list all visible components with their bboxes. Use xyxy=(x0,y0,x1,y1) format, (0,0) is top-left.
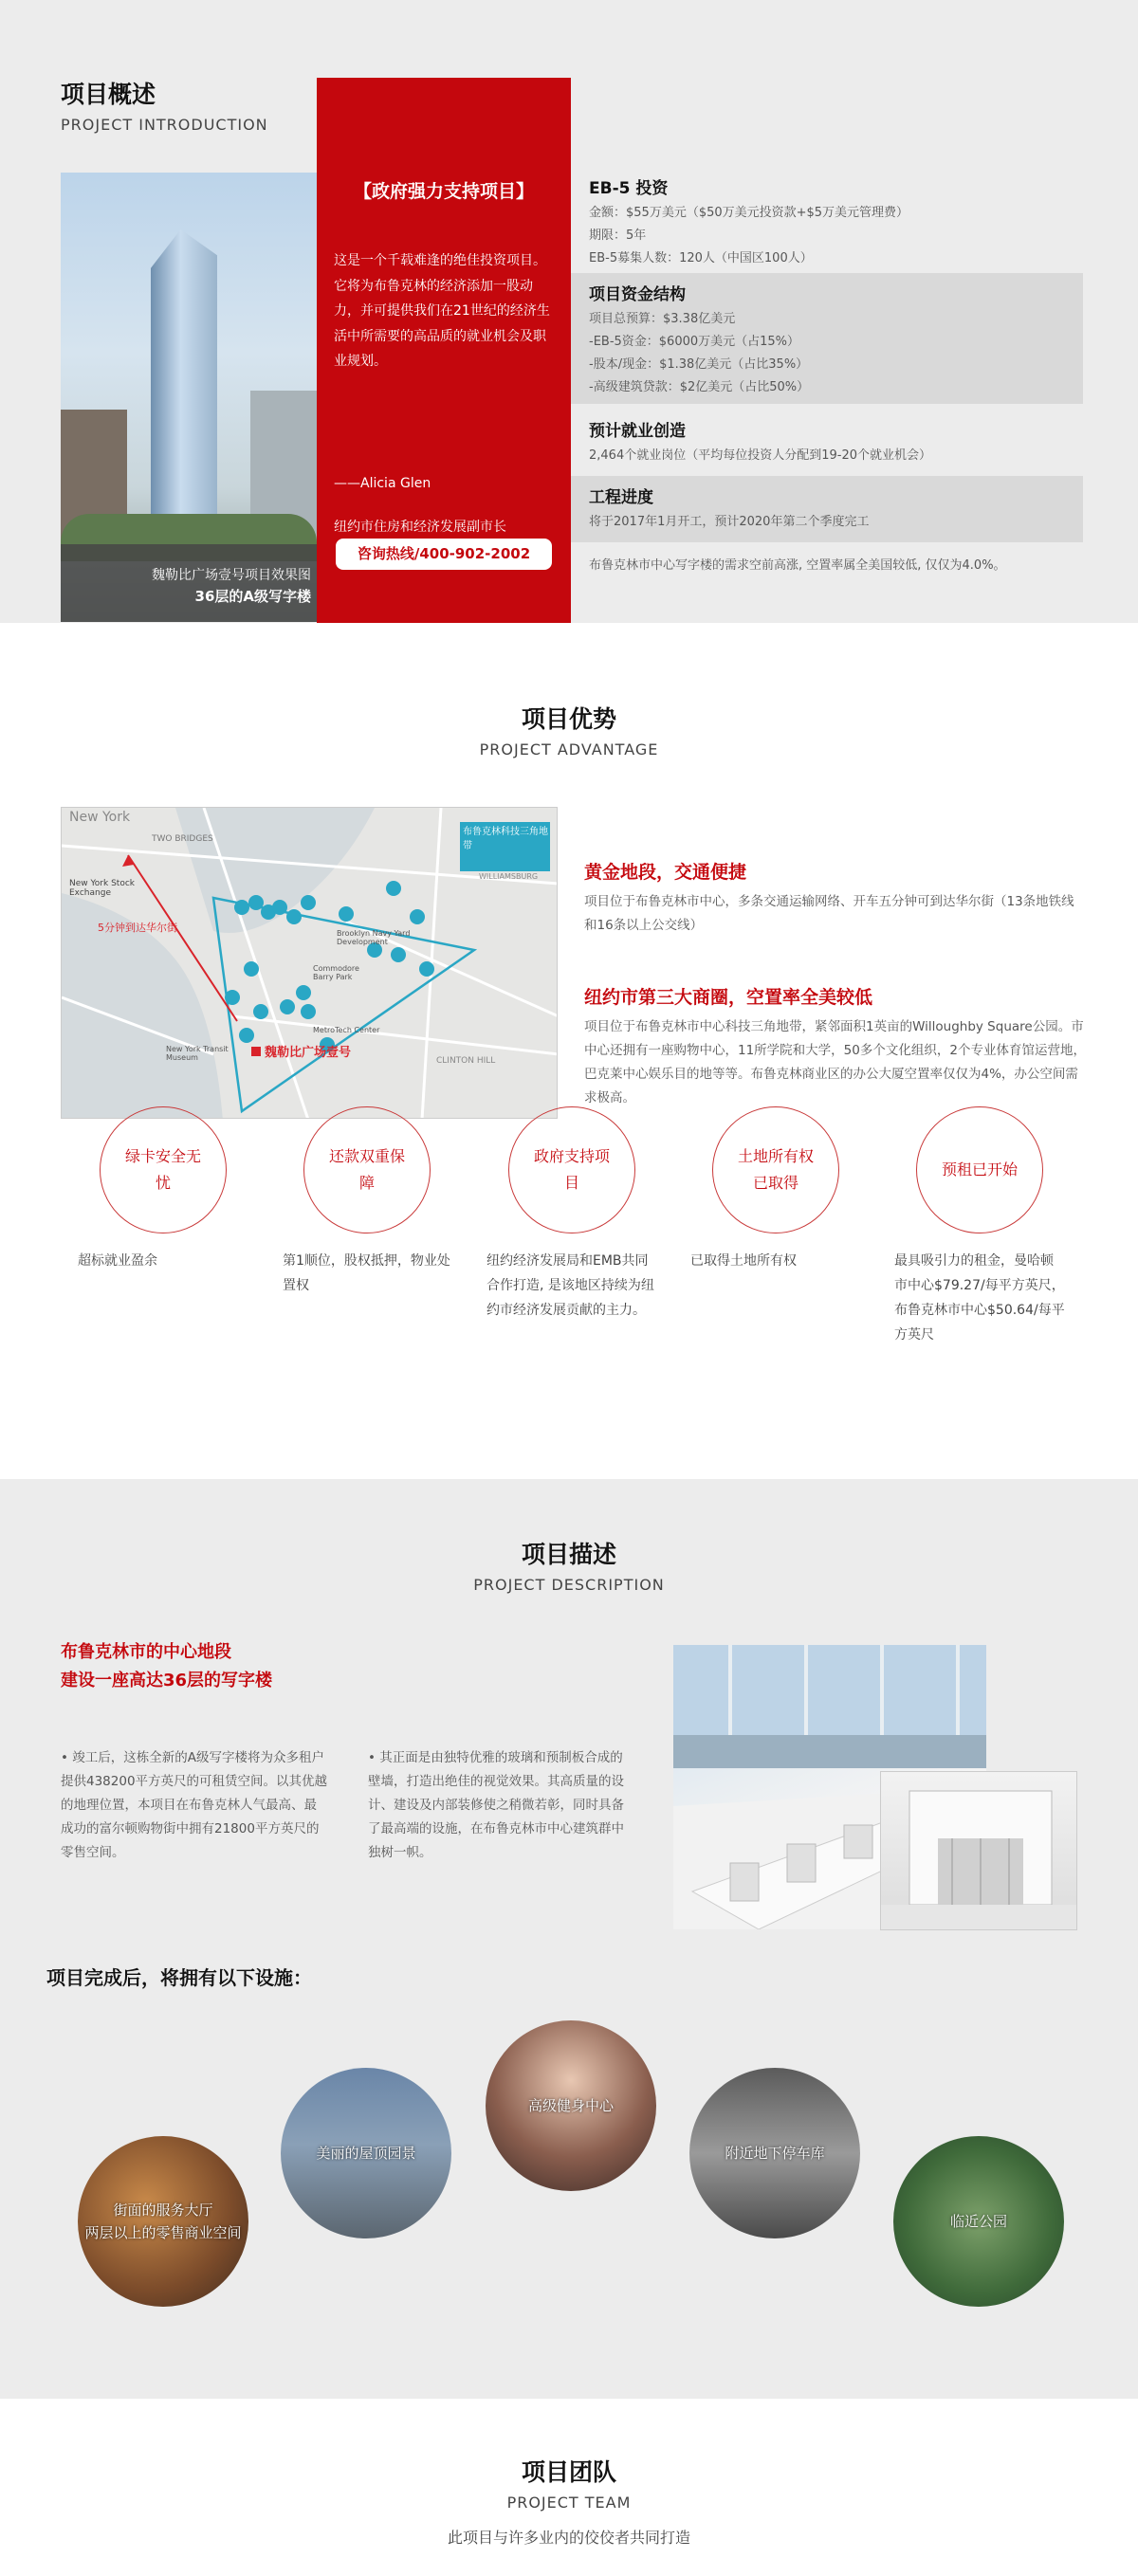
description-para-1: • 竣工后，这栋全新的A级写字楼将为众多租户提供438200平方英尺的可租赁空间。以其优越的地理位置，本项目在布鲁克林人气最高、最成功的富尔顿购物街中拥有21800平方英尺的零售空间。 xyxy=(61,1750,328,1860)
circle-desc-land: 已取得土地所有权 xyxy=(690,1253,797,1269)
facility-rooftop: 美丽的屋顶园景 xyxy=(281,2068,451,2238)
vacancy-note: 布鲁克林市中心写字楼的需求空前高涨, 空置率属全美国较低, 仅仅为4.0%。 xyxy=(589,558,1006,573)
quote-signature: ——Alicia Glen xyxy=(334,476,431,491)
map-graphic xyxy=(62,808,558,1119)
hotline-button[interactable]: 咨询热线/400-902-2002 xyxy=(336,539,552,570)
government-support-box xyxy=(317,78,571,623)
advantage-subtitle: PROJECT ADVANTAGE xyxy=(479,740,659,758)
circle-desc-repayment: 第1顺位，股权抵押，物业处置权 xyxy=(283,1253,450,1293)
advantage-title: 项目优势 xyxy=(521,705,616,733)
map-label-transit: New York Transit Museum xyxy=(166,1045,229,1062)
advantage-item-title-location: 黄金地段，交通便捷 xyxy=(584,862,747,883)
description-subtitle: PROJECT DESCRIPTION xyxy=(473,1576,665,1594)
facility-lobby: 街面的服务大厅 两层以上的零售商业空间 xyxy=(78,2136,248,2307)
map-label-williamsburg: WILLIAMSBURG xyxy=(479,872,539,881)
map-label-property: 魏勒比广场壹号 xyxy=(265,1046,352,1060)
circle-desc-preleasing: 最具吸引力的租金，曼哈顿市中心$79.27/每平方英尺，布鲁克林市中心$50.64/每平方英尺 xyxy=(894,1253,1065,1343)
location-map xyxy=(61,807,558,1119)
advantage-item-text-district: 项目位于布鲁克林市中心科技三角地带，紧邻面积1英亩的Willoughby Square公园。市中心还拥有一座购物中心，11所学院和大学，50多个文化组织，2个专业体育馆运营地，巴克莱中心娱乐目的地等等。布鲁克林商业区的办公大厦空置率仅仅为4%，办公空间需求极高。 xyxy=(584,1019,1086,1105)
team-section xyxy=(0,2399,1138,2576)
description-title: 项目描述 xyxy=(521,1541,616,1568)
circle-government: 政府支持项目 xyxy=(508,1106,635,1233)
overview-section xyxy=(0,0,1138,623)
overview-subtitle: PROJECT INTRODUCTION xyxy=(61,116,268,134)
circle-desc-greencard: 超标就业盈余 xyxy=(78,1253,157,1269)
circle-land: 土地所有权已取得 xyxy=(712,1106,839,1233)
facility-gym: 高级健身中心 xyxy=(486,2020,656,2191)
info-block-jobs: 预计就业创造 2,464个就业岗位（平均每位投资人分配到19-20个就业机会） xyxy=(589,422,931,463)
team-subtitle: PROJECT TEAM xyxy=(506,2494,632,2512)
info-block-capital: 项目资金结构 项目总预算：$3.38亿美元 -EB-5资金：$6000万美元（占15%） -股本/现金：$1.38亿美元（占比35%） -高级建筑贷款：$2亿美元（占比50%） xyxy=(571,273,1083,404)
circle-greencard: 绿卡安全无忧 xyxy=(100,1106,227,1233)
circle-preleasing: 预租已开始 xyxy=(916,1106,1043,1233)
team-title: 项目团队 xyxy=(521,2458,616,2486)
description-headline: 布鲁克林市的中心地段 建设一座高达36层的写字楼 xyxy=(61,1642,273,1690)
facility-park: 临近公园 xyxy=(893,2136,1064,2307)
map-label-two-bridges: TWO BRIDGES xyxy=(152,834,213,844)
facilities-title: 项目完成后，将拥有以下设施： xyxy=(46,1966,312,1989)
facility-parking: 附近地下停车库 xyxy=(689,2068,860,2238)
red-box-title: 【政府强力支持项目】 xyxy=(353,181,534,202)
map-label-newyork: New York xyxy=(69,810,131,825)
photo-caption: 魏勒比广场壹号项目效果图 36层的A级写字楼 xyxy=(61,544,317,622)
overview-title: 项目概述 xyxy=(61,81,156,108)
quote-signature-title: 纽约市住房和经济发展副市长 xyxy=(334,520,506,535)
map-label-wallstreet: 5分钟到达华尔街 xyxy=(98,922,177,934)
map-label-tech-triangle: 布鲁克林科技三角地带 xyxy=(463,827,548,851)
map-label-exchange: New York Stock Exchange xyxy=(69,879,135,898)
circle-desc-government: 纽约经济发展局和EMB共同合作打造, 是该地区持续为纽约市经济发展贡献的主力。 xyxy=(486,1253,654,1318)
map-label-navy-yard: Brooklyn Navy Yard Development xyxy=(337,929,411,946)
map-label-metrotech: MetroTech Center xyxy=(313,1026,380,1034)
team-description: 此项目与许多业内的佼佼者共同打造 xyxy=(447,2529,690,2547)
circle-repayment: 还款双重保障 xyxy=(303,1106,431,1233)
red-box-quote: 这是一个千载难逢的绝佳投资项目。它将为布鲁克林的经济添加一股动力，并可提供我们在21世纪的经济生活中所需要的高品质的就业机会及职业规划。 xyxy=(334,253,550,369)
advantage-section xyxy=(0,623,1138,1479)
lobby-image xyxy=(880,1771,1077,1930)
description-para-2: • 其正面是由独特优雅的玻璃和预制板合成的壁墙，打造出绝佳的视觉效果。其高质量的设计、建设及内部装修使之稍微若彰，同时具备了最高端的设施，在布鲁克林市中心建筑群中独树一帜。 xyxy=(368,1750,624,1860)
building-render-image xyxy=(61,173,317,622)
info-block-progress: 工程进度 将于2017年1月开工，预计2020年第二个季度完工 xyxy=(571,476,1083,542)
map-label-clinton: CLINTON HILL xyxy=(436,1056,496,1066)
advantage-item-title-district: 纽约市第三大商圈，空置率全美较低 xyxy=(584,987,873,1008)
info-block-eb5: EB-5 投资 金额：$55万美元（$50万美元投资款+$5万美元管理费） 期限：5年 EB-5募集人数：120人（中国区100人） xyxy=(589,179,909,265)
map-label-commodore: Commodore Barry Park xyxy=(313,964,359,981)
advantage-item-text-location: 项目位于布鲁克林市中心，多条交通运输网络、开车五分钟可到达华尔街（13条地铁线和16条以上公交线） xyxy=(584,894,1074,933)
